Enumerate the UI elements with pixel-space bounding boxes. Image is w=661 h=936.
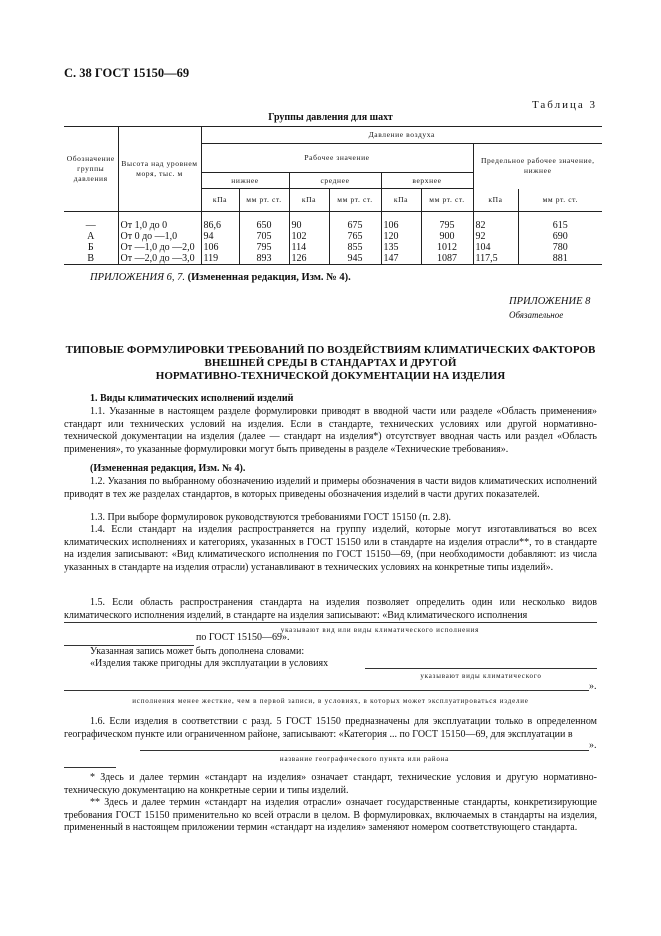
appendix8-title: ПРИЛОЖЕНИЕ 8 — [509, 296, 591, 307]
fill-line — [365, 668, 597, 669]
unit-kpa: кПа — [381, 189, 421, 212]
footnote-1: * Здесь и далее термин «стандарт на изделия» означает стандарт, технические условия и другую нормативно-техническую документацию на конкретные серии и типы изделий. — [64, 772, 597, 796]
value-cell: 855 — [329, 242, 381, 253]
value-cell: 92 — [473, 231, 518, 242]
upper-header: верхнее — [381, 173, 473, 189]
value-cell: 117,5 — [473, 253, 518, 265]
value-cell: 900 — [421, 231, 473, 242]
unit-mmhg: мм рт. ст. — [329, 189, 381, 212]
value-cell: 705 — [239, 231, 289, 242]
limit-header: Предельное рабочее значение, нижнее — [473, 144, 602, 189]
height-cell: От —1,0 до —2,0 — [118, 242, 201, 253]
group-cell: В — [64, 253, 118, 265]
lower-header: нижнее — [201, 173, 289, 189]
footnote-2: ** Здесь и далее термин «стандарт на изделия отрасли» означает государственные стандарты, конкретизирующие требования ГОСТ 15150 применительно ко всей отрасли в целом. В формулировках, включаемых в стандарты на изделия, примененный в настоящем приложении термин «стандарт на изделия» заменяют номером соответствующего стандарта. — [64, 797, 597, 834]
unit-kpa: кПа — [473, 189, 518, 212]
fill-line — [140, 750, 589, 751]
value-cell: 120 — [381, 231, 421, 242]
value-cell: 147 — [381, 253, 421, 265]
section-heading: 1. Виды климатических исполнений изделий — [90, 393, 294, 404]
group-cell: Б — [87, 242, 94, 253]
table-row — [64, 231, 602, 242]
paragraph-1-4: 1.4. Если стандарт на изделия распространяется на группу изделий, которые могут изготавливаться во всех климатических исполнениях и категориях, указанных в ГОСТ 15150 или в стандарте на изделия отрасли**, то в стандарте на изделия записывают: «Вид климатического исполнения по ГОСТ 15150—69, (при необходимости добавляют: из числа указанных в стандарте на изделия отрасли) устанавливают в технических условиях на конкретные типы изделий». — [64, 524, 597, 573]
caption-conditions: исполнения менее жесткие, чем в первой записи, в условиях, в которых может эксплуатироваться изделие — [132, 697, 529, 705]
value-cell: 780 — [518, 242, 602, 253]
value-cell: 114 — [289, 242, 329, 253]
unit-kpa: кПа — [201, 189, 239, 212]
value-cell: 1087 — [421, 253, 473, 265]
gost-reference: по ГОСТ 15150—69». — [196, 632, 290, 643]
main-title: ТИПОВЫЕ ФОРМУЛИРОВКИ ТРЕБОВАНИЙ ПО ВОЗДЕЙСТВИЯМ КЛИМАТИЧЕСКИХ ФАКТОРОВ ВНЕШНЕЙ СРЕДЫ В СТАНДАРТАХ И ДРУГОЙ НОРМАТИВНО-ТЕХНИЧЕСКОЙ ДОКУМЕНТАЦИИ НА ИЗДЕЛИЯ — [65, 344, 596, 382]
paragraph-addition: Указанная запись может быть дополнена словами: — [90, 646, 305, 657]
closing-mark: ». — [589, 681, 597, 692]
fill-line — [64, 690, 589, 691]
group-cell: А — [87, 231, 95, 242]
value-cell: 615 — [518, 220, 602, 231]
paragraph-1-3: 1.3. При выборе формулировок руководствуются требованиями ГОСТ 15150 (п. 2.8). — [90, 512, 452, 523]
amendment-note: (Измененная редакция, Изм. № 4). — [90, 463, 246, 474]
value-cell: 650 — [239, 220, 289, 231]
height-cell: От 1,0 до 0 — [118, 220, 201, 231]
value-cell: 893 — [239, 253, 289, 265]
paragraph-addition-quote: «Изделия также пригодны для эксплуатации в условиях — [90, 658, 329, 669]
middle-header: среднее — [289, 173, 381, 189]
unit-kpa: кПа — [289, 189, 329, 212]
closing-mark: ». — [589, 740, 597, 751]
pressure-table — [64, 126, 602, 265]
value-cell: 945 — [329, 253, 381, 265]
value-cell: 1012 — [421, 242, 473, 253]
value-cell: 104 — [473, 242, 518, 253]
value-cell: 82 — [473, 220, 518, 231]
value-cell: 126 — [289, 253, 329, 265]
value-cell: 881 — [518, 253, 602, 265]
working-header: Рабочее значение — [201, 144, 473, 173]
value-cell: 675 — [329, 220, 381, 231]
paragraph-1-1: 1.1. Указанные в настоящем разделе формулировки приводят в вводной части или разделе «Область применения» стандарт или технических условий на изделия. Если в стандарте, технических условиях или другой нормативно-технической документации на изделия (далее — стандарт на изделия*) отсутствует вводная часть или раздел «Область применения», то указанные формулировки могут быть приведены в разделе «Технические требования». — [64, 406, 597, 455]
value-cell: 106 — [381, 220, 421, 231]
table-row — [64, 253, 602, 265]
height-cell: От 0 до —1,0 — [118, 231, 201, 242]
caption-climatic: указывают виды климатического — [420, 672, 542, 680]
value-cell: 94 — [201, 231, 239, 242]
unit-mmhg: мм рт. ст. — [239, 189, 289, 212]
paragraph-1-5: 1.5. Если область распространения стандарта на изделия позволяет определить один или несколько видов климатического исполнения изделий, в стандарте на изделия записывают: «Вид климатического исполнения — [64, 597, 597, 621]
value-cell: 119 — [201, 253, 239, 265]
table-number: Таблица 3 — [531, 99, 597, 111]
paragraph-1-2: 1.2. Указания по выбранному обозначению изделий и примеры обозначения в части видов климатических исполнений приводят в тех же разделах стандартов, в которых приведены обозначения изделий в части других показателей. — [64, 476, 597, 500]
value-cell: 106 — [201, 242, 239, 253]
value-cell: 795 — [421, 220, 473, 231]
caption-climatic-type: указывают вид или виды климатического исполнения — [280, 626, 480, 634]
col-height-header: Высота над уровнем моря, тыс. м — [118, 127, 201, 212]
appendix-reference: ПРИЛОЖЕНИЯ 6, 7. (Измененная редакция, Изм. № 4). — [90, 272, 351, 283]
value-cell: 86,6 — [201, 220, 239, 231]
appendix8-sub: Обязательное — [509, 310, 564, 320]
caption-location: название географического пункта или района — [279, 755, 450, 763]
air-pressure-header: Давление воздуха — [201, 127, 602, 144]
value-cell: 765 — [329, 231, 381, 242]
value-cell: 690 — [518, 231, 602, 242]
fill-line — [64, 622, 597, 623]
value-cell: 102 — [289, 231, 329, 242]
value-cell: 135 — [381, 242, 421, 253]
group-cell: — — [85, 220, 96, 231]
col-group-header: Обозначение группы давления — [64, 127, 118, 212]
paragraph-1-6: 1.6. Если изделия в соответствии с разд. 5 ГОСТ 15150 предназначены для эксплуатации только в определенном географическом пункте или ограниченном районе, записывают: «Категория ... по ГОСТ 15150—69, для эксплуатации в — [64, 716, 597, 740]
table-title: Группы давления для шахт — [268, 112, 393, 123]
table-row — [64, 242, 602, 253]
value-cell: 795 — [239, 242, 289, 253]
unit-mmhg: мм рт. ст. — [518, 189, 602, 212]
height-cell: От —2,0 до —3,0 — [118, 253, 201, 265]
table-row — [64, 220, 602, 231]
footnote-divider — [64, 767, 116, 768]
unit-mmhg: мм рт. ст. — [421, 189, 473, 212]
value-cell: 90 — [289, 220, 329, 231]
page-header: С. 38 ГОСТ 15150—69 — [64, 66, 190, 80]
